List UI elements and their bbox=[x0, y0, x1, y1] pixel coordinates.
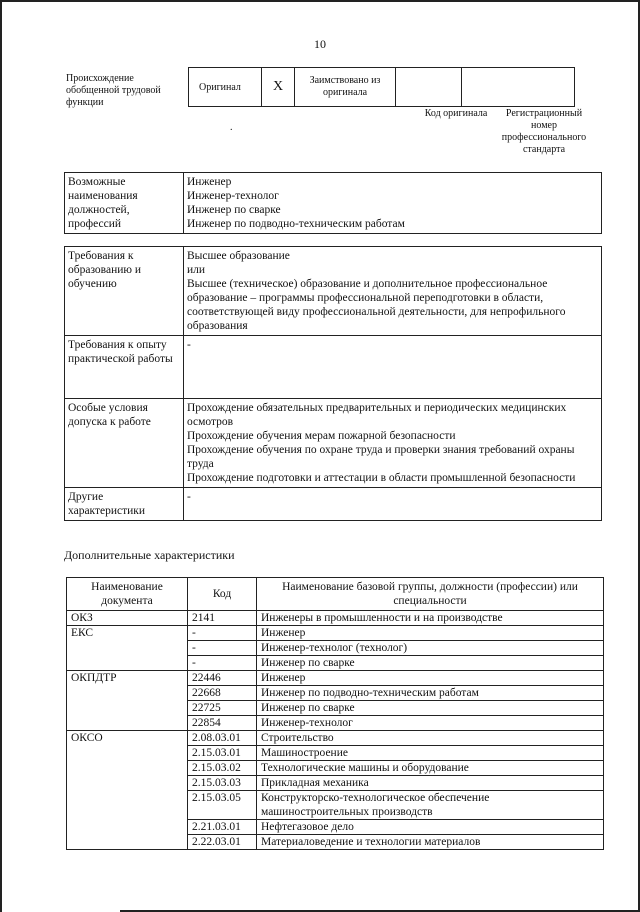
name-cell: Технологические машины и оборудование bbox=[257, 761, 604, 776]
code-cell: 22854 bbox=[188, 716, 257, 731]
requirement-row-special bbox=[65, 399, 602, 488]
code-cell: 2.08.03.01 bbox=[188, 731, 257, 746]
origin-reg-cell bbox=[462, 68, 575, 107]
requirements-table bbox=[64, 246, 602, 521]
column-header: Наименование документа bbox=[67, 578, 188, 611]
table-row bbox=[67, 671, 604, 686]
scan-edge-top bbox=[0, 0, 640, 2]
table-header-row bbox=[67, 578, 604, 611]
code-caption: Код оригинала bbox=[424, 108, 488, 119]
reg-caption: Регистрационный номер профессионального стандарта bbox=[501, 108, 587, 155]
name-cell: Прикладная механика bbox=[257, 776, 604, 791]
doc-name-continued bbox=[67, 716, 188, 731]
table-row bbox=[67, 835, 604, 850]
code-cell: 2.22.03.01 bbox=[188, 835, 257, 850]
code-cell: - bbox=[188, 641, 257, 656]
doc-name-continued bbox=[67, 746, 188, 761]
doc-name: ЕКС bbox=[67, 626, 188, 641]
position-item: Инженер по сварке bbox=[187, 204, 281, 216]
requirement-row-education bbox=[65, 247, 602, 336]
name-cell: Инженеры в промышленности и на производстве bbox=[257, 611, 604, 626]
position-item: Инженер bbox=[187, 176, 232, 188]
code-cell: 2.15.03.05 bbox=[188, 791, 257, 820]
section-title: Дополнительные характеристики bbox=[64, 548, 235, 562]
code-cell: 2.15.03.02 bbox=[188, 761, 257, 776]
positions-list bbox=[184, 173, 602, 234]
table-row bbox=[67, 776, 604, 791]
name-cell: Материаловедение и технологии материалов bbox=[257, 835, 604, 850]
requirement-line: Прохождение подготовки и аттестации в области промышленной безопасности bbox=[187, 472, 576, 484]
requirement-value bbox=[184, 399, 602, 488]
name-cell: Инженер-технолог (технолог) bbox=[257, 641, 604, 656]
requirement-row-experience bbox=[65, 336, 602, 399]
requirement-value: - bbox=[184, 336, 602, 399]
name-cell: Машиностроение bbox=[257, 746, 604, 761]
requirement-value: - bbox=[184, 488, 602, 521]
doc-name-continued bbox=[67, 656, 188, 671]
code-cell: - bbox=[188, 656, 257, 671]
doc-name-continued bbox=[67, 686, 188, 701]
scan-edge-left bbox=[0, 0, 2, 912]
origin-mark-cell: X bbox=[262, 68, 295, 107]
table-row bbox=[67, 820, 604, 835]
position-item: Инженер по подводно-техническим работам bbox=[187, 218, 405, 230]
name-cell: Инженер по сварке bbox=[257, 656, 604, 671]
table-row bbox=[67, 656, 604, 671]
requirement-line: Высшее (техническое) образование и дополнительное профессиональное образование – программы профессиональной переподготовки в области, соответствующей виду профессиональной деятельности, для непрофильного образования bbox=[187, 278, 566, 332]
code-cell: 2.15.03.03 bbox=[188, 776, 257, 791]
code-cell: 22725 bbox=[188, 701, 257, 716]
positions-label: Возможные наименования должностей, профессий bbox=[65, 173, 184, 234]
name-cell: Инженер по сварке bbox=[257, 701, 604, 716]
requirement-label: Требования к опыту практической работы bbox=[65, 336, 184, 399]
name-cell: Инженер по подводно-техническим работам bbox=[257, 686, 604, 701]
requirement-label: Особые условия допуска к работе bbox=[65, 399, 184, 488]
name-cell: Конструкторско-технологическое обеспечение машиностроительных производств bbox=[257, 791, 604, 820]
name-cell: Строительство bbox=[257, 731, 604, 746]
table-row bbox=[67, 761, 604, 776]
name-cell: Нефтегазовое дело bbox=[257, 820, 604, 835]
column-header: Код bbox=[188, 578, 257, 611]
table-row bbox=[67, 701, 604, 716]
requirement-line: Высшее образование bbox=[187, 250, 290, 262]
position-item: Инженер-технолог bbox=[187, 190, 279, 202]
requirement-line: или bbox=[187, 264, 206, 276]
requirement-label: Требования к образованию и обучению bbox=[65, 247, 184, 336]
table-row bbox=[67, 641, 604, 656]
name-cell: Инженер-технолог bbox=[257, 716, 604, 731]
code-cell: - bbox=[188, 626, 257, 641]
positions-table bbox=[64, 172, 602, 234]
doc-name-continued bbox=[67, 701, 188, 716]
code-cell: 22668 bbox=[188, 686, 257, 701]
origin-borrowed-cell: Заимствовано из оригинала bbox=[295, 68, 396, 107]
table-row bbox=[67, 611, 604, 626]
doc-name-continued bbox=[67, 776, 188, 791]
doc-name-continued bbox=[67, 835, 188, 850]
doc-name-continued bbox=[67, 641, 188, 656]
additional-table bbox=[66, 577, 604, 850]
doc-name-continued bbox=[67, 761, 188, 776]
name-cell: Инженер bbox=[257, 626, 604, 641]
doc-name: ОКПДТР bbox=[67, 671, 188, 686]
page-number: 10 bbox=[314, 37, 326, 51]
name-cell: Инженер bbox=[257, 671, 604, 686]
requirement-row-other bbox=[65, 488, 602, 521]
origin-table bbox=[188, 67, 575, 107]
requirement-line: Прохождение обучения мерам пожарной безопасности bbox=[187, 430, 456, 442]
doc-name: ОКСО bbox=[67, 731, 188, 746]
table-row bbox=[67, 731, 604, 746]
scan-dot: . bbox=[230, 122, 233, 133]
code-cell: 2.21.03.01 bbox=[188, 820, 257, 835]
code-cell: 2.15.03.01 bbox=[188, 746, 257, 761]
doc-name: ОКЗ bbox=[67, 611, 188, 626]
table-row bbox=[67, 791, 604, 820]
table-row bbox=[67, 686, 604, 701]
table-row bbox=[67, 716, 604, 731]
table-row bbox=[67, 746, 604, 761]
doc-name-continued bbox=[67, 820, 188, 835]
column-header: Наименование базовой группы, должности (профессии) или специальности bbox=[257, 578, 604, 611]
requirement-line: Прохождение обязательных предварительных и периодических медицинских осмотров bbox=[187, 402, 567, 428]
requirement-label: Другие характеристики bbox=[65, 488, 184, 521]
requirement-line: Прохождение обучения по охране труда и проверки знания требований охраны труда bbox=[187, 444, 575, 470]
requirement-value bbox=[184, 247, 602, 336]
doc-name-continued bbox=[67, 791, 188, 820]
origin-original-cell: Оригинал bbox=[189, 68, 262, 107]
origin-label: Происхождение обобщенной трудовой функции bbox=[66, 73, 161, 108]
origin-code-cell bbox=[396, 68, 462, 107]
table-row bbox=[67, 626, 604, 641]
code-cell: 2141 bbox=[188, 611, 257, 626]
code-cell: 22446 bbox=[188, 671, 257, 686]
